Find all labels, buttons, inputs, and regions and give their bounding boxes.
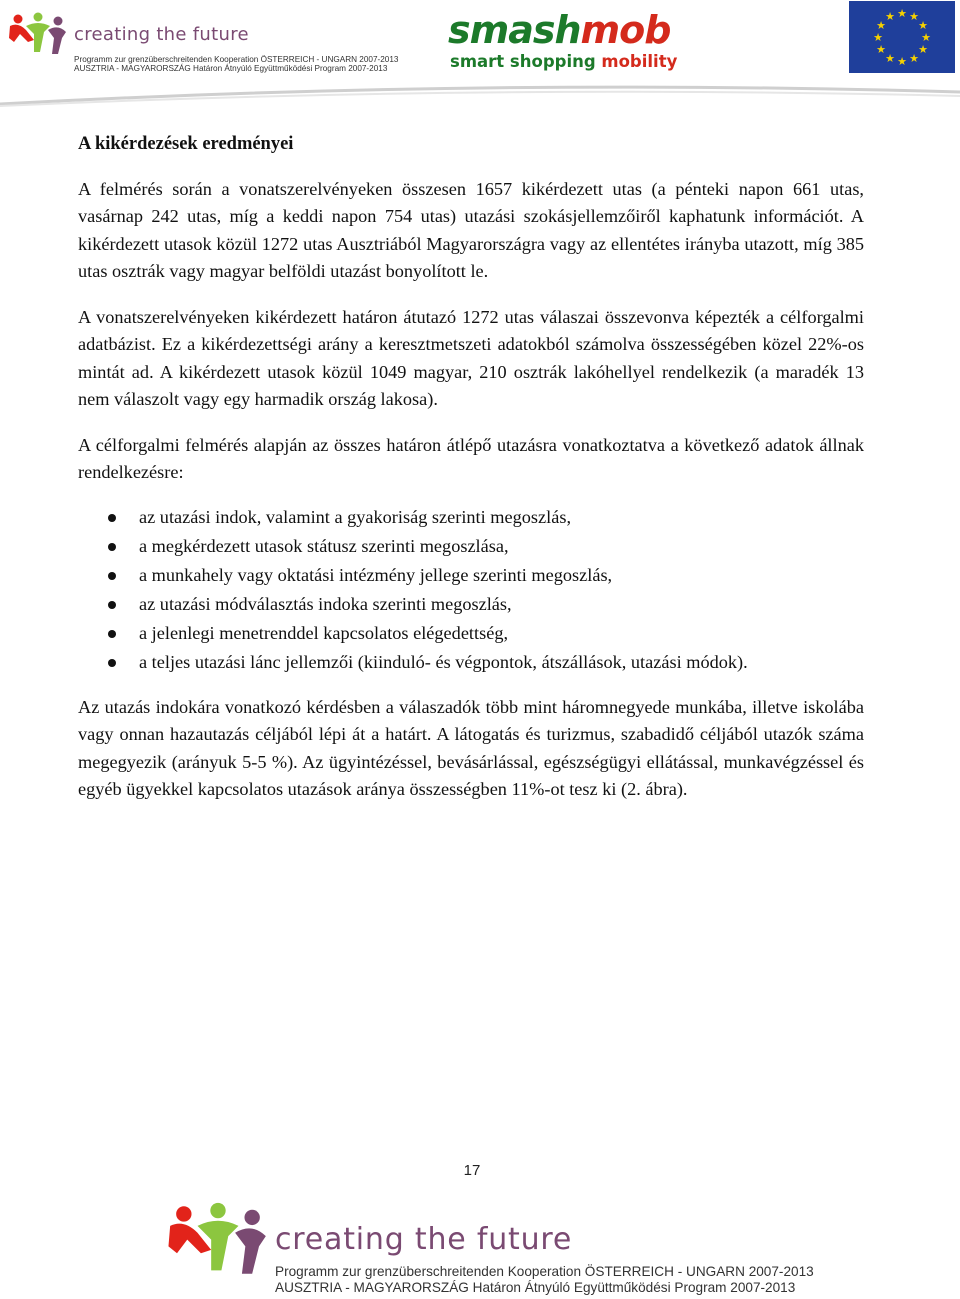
bullet-icon bbox=[108, 630, 116, 638]
footer-logo-title: creating the future bbox=[275, 1222, 573, 1257]
svg-text:★: ★ bbox=[873, 31, 883, 44]
people-figures-icon bbox=[163, 1202, 273, 1284]
svg-text:★: ★ bbox=[921, 31, 931, 44]
paragraph-4: Az utazás indokára vonatkozó kérdésben a válaszadók több mint háromnegyede munkába, illetve iskolába vagy onnan hazautazás céljából lépi át a határt. A látogatás és turizmus, szabadidő céljából utazók száma megegyezik (arányuk 5-5 %). Az ügyintézéssel, bevásárlással, egészségügyi ellátással, munkavégzéssel és egyéb ügyekkel kapcsolatos utazások aránya összességben 11%-ot tesz ki (2. ábra). bbox=[78, 697, 864, 800]
header-swoosh-divider bbox=[0, 70, 960, 110]
smashmob-wordmark-mob: mob bbox=[580, 8, 671, 52]
document-body bbox=[78, 130, 864, 800]
logo-program-line-hu: AUSZTRIA - MAGYARORSZÁG Határon Átnyúló Együttműködési Program 2007-2013 bbox=[74, 64, 388, 73]
list-item-text: a teljes utazási lánc jellemzői (kiinduló- és végpontok, átszállások, utazási módok). bbox=[139, 652, 748, 672]
paragraph-3: A célforgalmi felmérés alapján az összes határon átlépő utazásra vonatkoztatva a következő adatok állnak rendelkezésre: bbox=[78, 435, 864, 483]
svg-text:★: ★ bbox=[876, 19, 886, 32]
bullet-icon bbox=[108, 543, 116, 551]
smashmob-tagline bbox=[450, 52, 677, 71]
svg-text:★: ★ bbox=[876, 43, 886, 56]
list-item bbox=[78, 619, 864, 648]
paragraph-1: A felmérés során a vonatszerelvényeken összesen 1657 kikérdezett utas (a pénteki napon 661 utas, vasárnap 242 utas, míg a keddi napon 754 utas) utazási szokásjellemzőiről kaphatunk információt. A kikérdezett utasok közül 1272 utas Ausztriából Magyarországra vagy az ellentétes irányba utazott, míg 385 utas osztrák vagy magyar belföldi utazást bonyolított le. bbox=[78, 179, 864, 282]
footer-creating-the-future-logo bbox=[163, 1202, 814, 1299]
svg-text:★: ★ bbox=[909, 10, 919, 23]
smashmob-logo bbox=[448, 8, 678, 78]
bullet-icon bbox=[108, 601, 116, 609]
list-item bbox=[78, 503, 864, 532]
svg-text:★: ★ bbox=[885, 52, 895, 65]
creating-the-future-logo bbox=[8, 12, 399, 73]
svg-text:★: ★ bbox=[918, 19, 928, 32]
paragraph-2: A vonatszerelvényeken kikérdezett határon átutazó 1272 utas válaszai összevonva képezték a célforgalmi adatbázist. Ez a kikérdezettségi arány a keresztmetszeti adatokból számolva összességében közel 22%-os mintát ad. A kikérdezett utasok közül 1049 magyar, 210 osztrák lakóhellyel rendelkezik (a maradék 13 nem válaszolt vagy egy harmadik ország lakosa). bbox=[78, 307, 864, 410]
logo-title: creating the future bbox=[74, 24, 249, 45]
eu-flag-icon bbox=[849, 1, 955, 73]
tagline-part1: smart shopping bbox=[450, 52, 602, 71]
list-item-text: az utazási indok, valamint a gyakoriság szerinti megoszlás, bbox=[139, 507, 572, 527]
svg-text:★: ★ bbox=[897, 55, 907, 68]
list-item bbox=[78, 648, 864, 677]
list-item bbox=[78, 532, 864, 561]
svg-text:★: ★ bbox=[909, 52, 919, 65]
smashmob-wordmark bbox=[448, 8, 670, 52]
list-item-text: a jelenlegi menetrenddel kapcsolatos elégedettség, bbox=[139, 623, 509, 643]
section-heading: A kikérdezések eredményei bbox=[78, 134, 294, 154]
list-item-text: az utazási módválasztás indoka szerinti megoszlás, bbox=[139, 594, 512, 614]
list-item-text: a megkérdezett utasok státusz szerinti megoszlása, bbox=[139, 536, 509, 556]
list-item-text: a munkahely vagy oktatási intézmény jellege szerinti megoszlás, bbox=[139, 565, 613, 585]
footer-program-line-de: Programm zur grenzüberschreitenden Kooperation ÖSTERREICH - UNGARN 2007-2013 bbox=[275, 1264, 814, 1279]
bullet-icon bbox=[108, 572, 116, 580]
people-figures-icon bbox=[8, 12, 68, 60]
tagline-part2: mobility bbox=[601, 52, 678, 71]
footer-program-line-hu: AUSZTRIA - MAGYARORSZÁG Határon Átnyúló Együttműködési Program 2007-2013 bbox=[275, 1280, 796, 1295]
data-availability-list bbox=[78, 503, 864, 677]
list-item bbox=[78, 561, 864, 590]
svg-text:★: ★ bbox=[885, 10, 895, 23]
page-header bbox=[0, 0, 960, 105]
list-item bbox=[78, 590, 864, 619]
bullet-icon bbox=[108, 514, 116, 522]
bullet-icon bbox=[108, 659, 116, 667]
logo-program-line-de: Programm zur grenzüberschreitenden Kooperation ÖSTERREICH - UNGARN 2007-2013 bbox=[74, 55, 399, 64]
page-number: 17 bbox=[463, 1162, 481, 1179]
smashmob-wordmark-smash: smash bbox=[448, 8, 581, 52]
svg-text:★: ★ bbox=[897, 7, 907, 20]
svg-text:★: ★ bbox=[918, 43, 928, 56]
